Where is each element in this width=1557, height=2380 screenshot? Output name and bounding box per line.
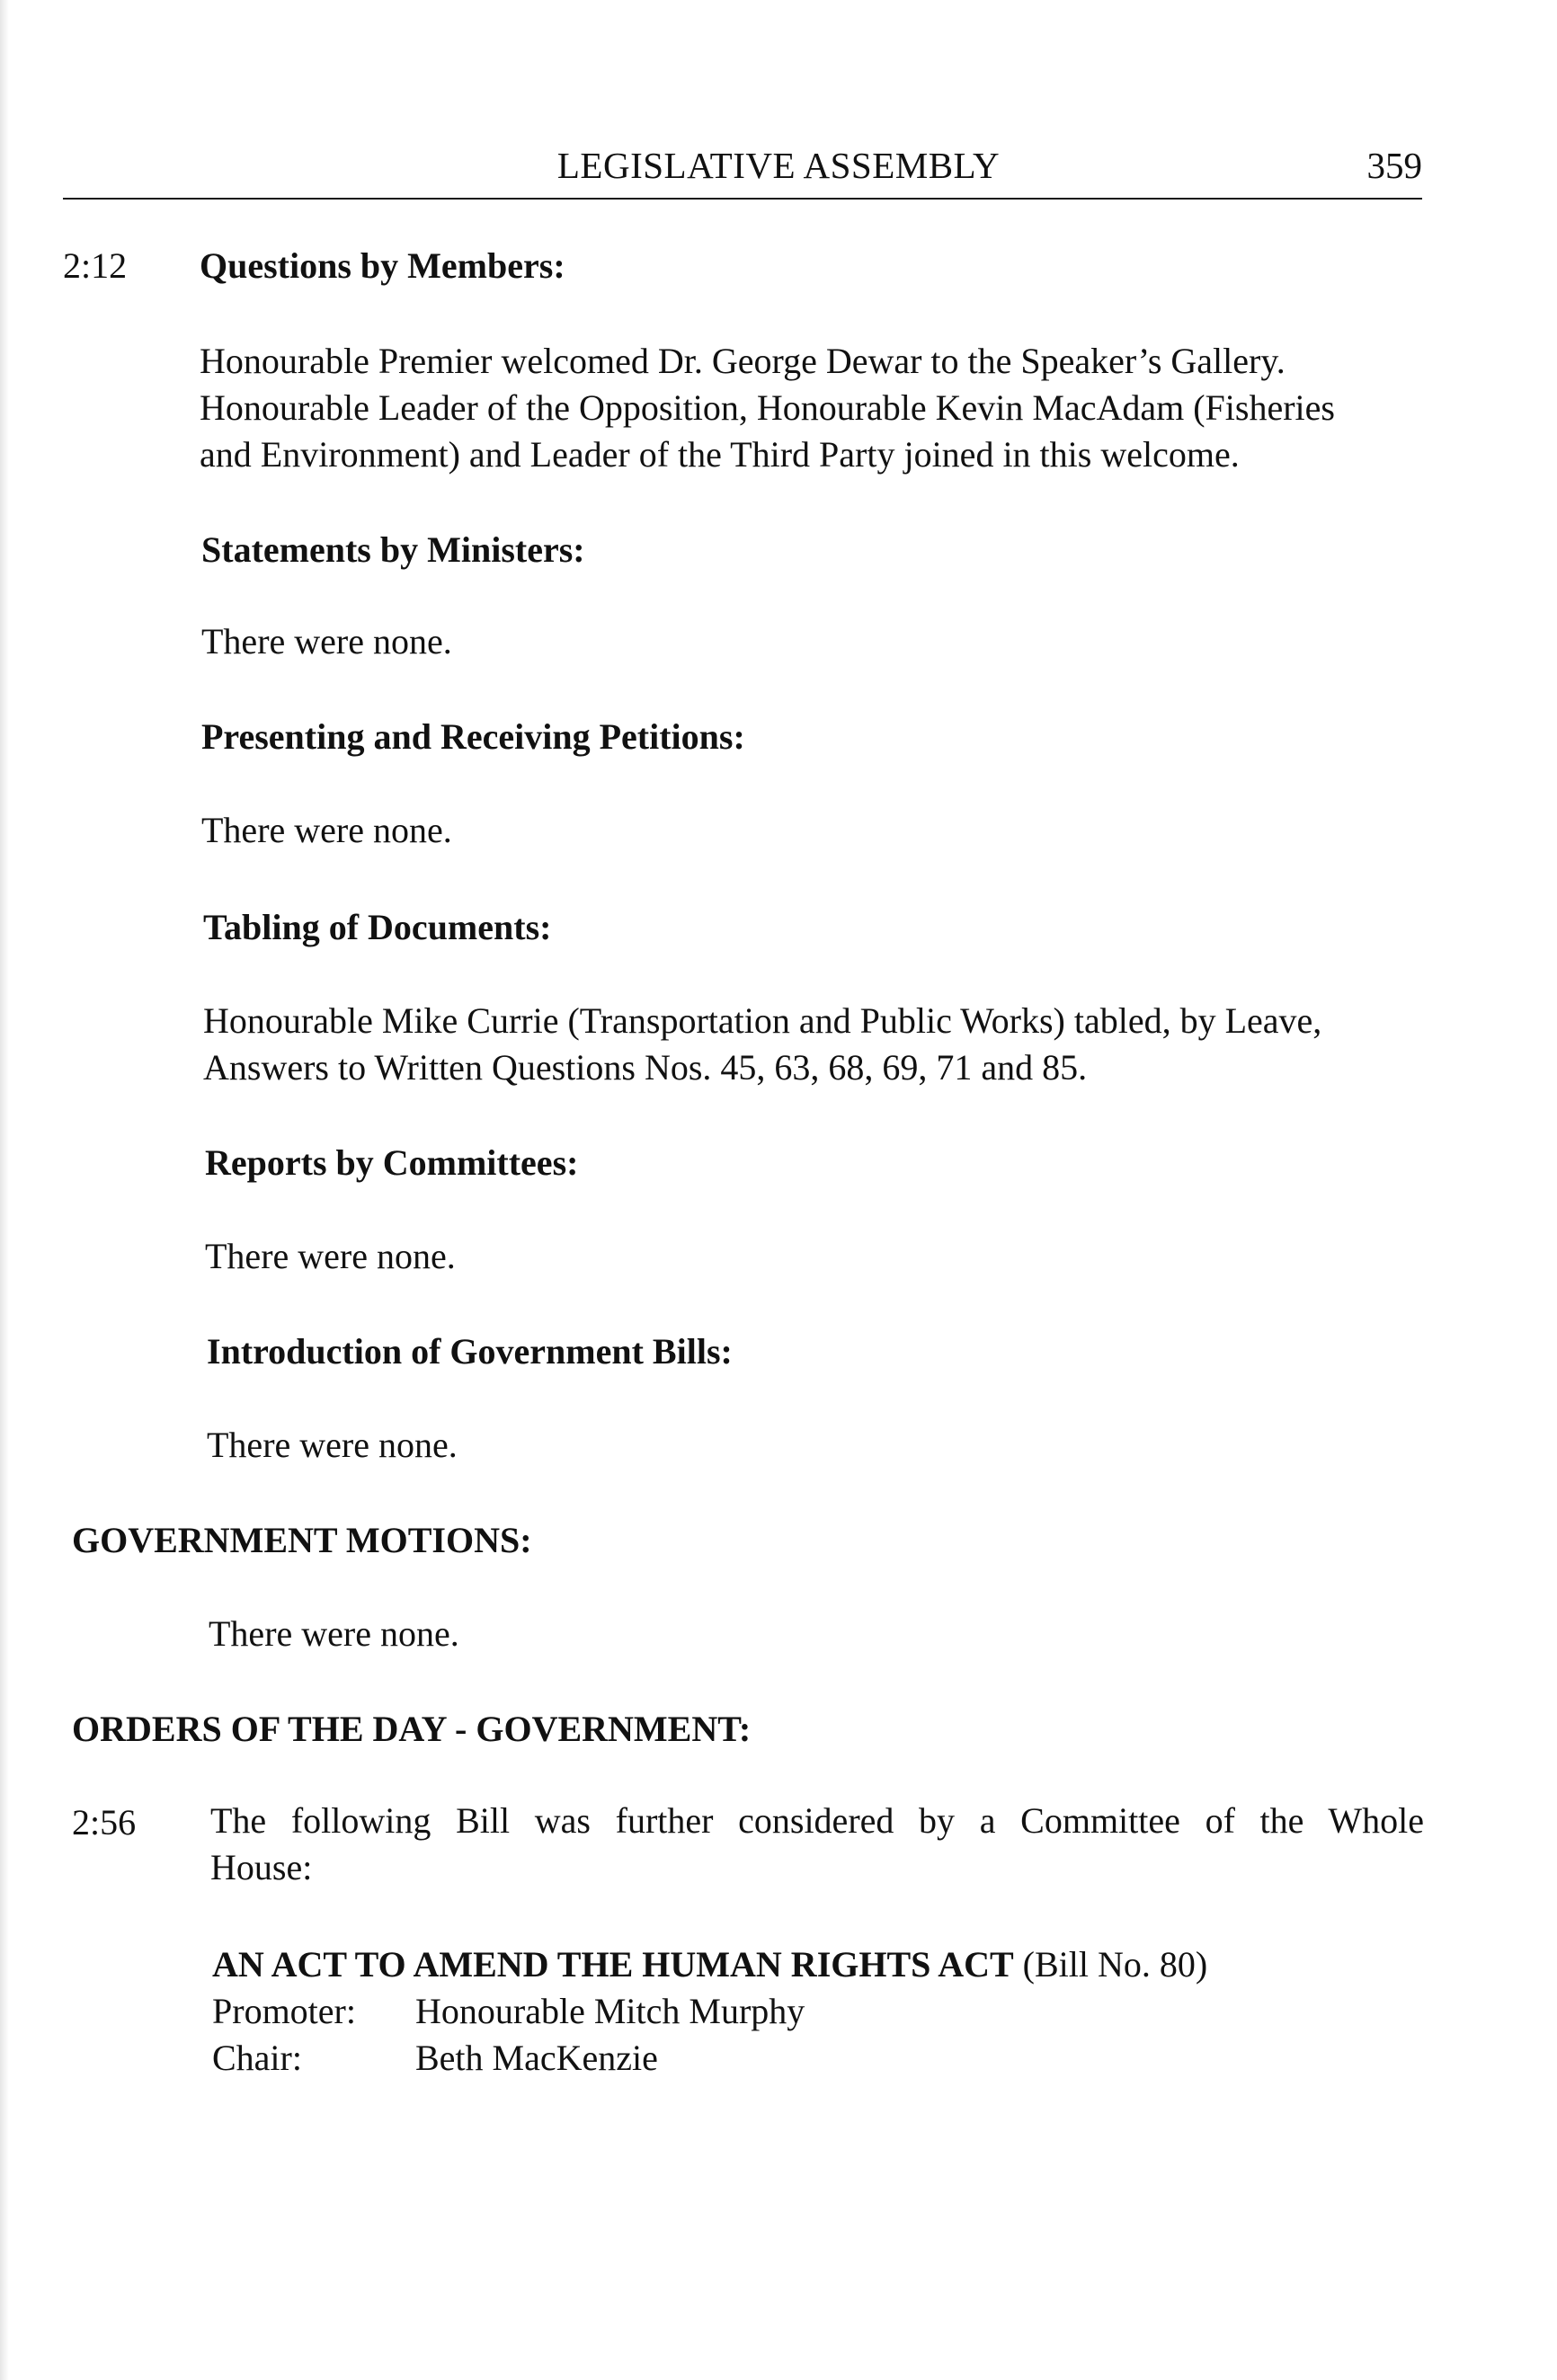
reports-text: There were none.	[205, 1236, 456, 1276]
tabling-line-1: Honourable Mike Currie (Transportation and Public Works) tabled, by Leave,	[203, 1000, 1322, 1041]
chair-name: Beth MacKenzie	[415, 2038, 658, 2078]
tabling-line-2: Answers to Written Questions Nos. 45, 63, 68, 69, 71 and 85.	[203, 1047, 1088, 1088]
heading-questions: Questions by Members:	[200, 245, 565, 286]
bill-number: (Bill No. 80)	[1013, 1944, 1208, 1985]
chair-label: Chair:	[212, 2038, 302, 2078]
questions-line-3: and Environment) and Leader of the Third Party joined in this welcome.	[200, 434, 1240, 475]
questions-line-1: Honourable Premier welcomed Dr. George Dewar to the Speaker’s Gallery.	[200, 341, 1286, 381]
time-stamp-questions: 2:12	[63, 245, 128, 286]
questions-line-2: Honourable Leader of the Opposition, Honourable Kevin MacAdam (Fisheries	[200, 387, 1335, 428]
orders-line-1: The following Bill was further considered by a Committee of the Whole	[210, 1800, 1424, 1841]
page-edge-shadow	[0, 0, 9, 2380]
heading-reports: Reports by Committees:	[205, 1142, 579, 1183]
header-rule	[63, 198, 1422, 200]
page-header-title: LEGISLATIVE ASSEMBLY	[556, 145, 1001, 186]
petitions-text: There were none.	[201, 810, 452, 850]
heading-introduction: Introduction of Government Bills:	[207, 1331, 733, 1372]
bill-title: AN ACT TO AMEND THE HUMAN RIGHTS ACT	[212, 1944, 1014, 1985]
heading-petitions: Presenting and Receiving Petitions:	[201, 716, 745, 757]
promoter-label: Promoter:	[212, 1991, 356, 2031]
statements-text: There were none.	[201, 621, 452, 662]
heading-statements: Statements by Ministers:	[201, 529, 585, 570]
promoter-name: Honourable Mitch Murphy	[415, 1991, 805, 2031]
heading-tabling: Tabling of Documents:	[203, 907, 552, 947]
time-stamp-orders: 2:56	[72, 1802, 137, 1843]
government-motions-text: There were none.	[209, 1613, 459, 1654]
introduction-text: There were none.	[207, 1425, 458, 1465]
heading-government-motions: GOVERNMENT MOTIONS:	[72, 1520, 532, 1560]
heading-orders-of-the-day: ORDERS OF THE DAY - GOVERNMENT:	[72, 1709, 752, 1749]
page-number: 359	[1366, 145, 1422, 186]
bill-title-line	[212, 1941, 1207, 1988]
orders-line-2: House:	[210, 1847, 313, 1887]
